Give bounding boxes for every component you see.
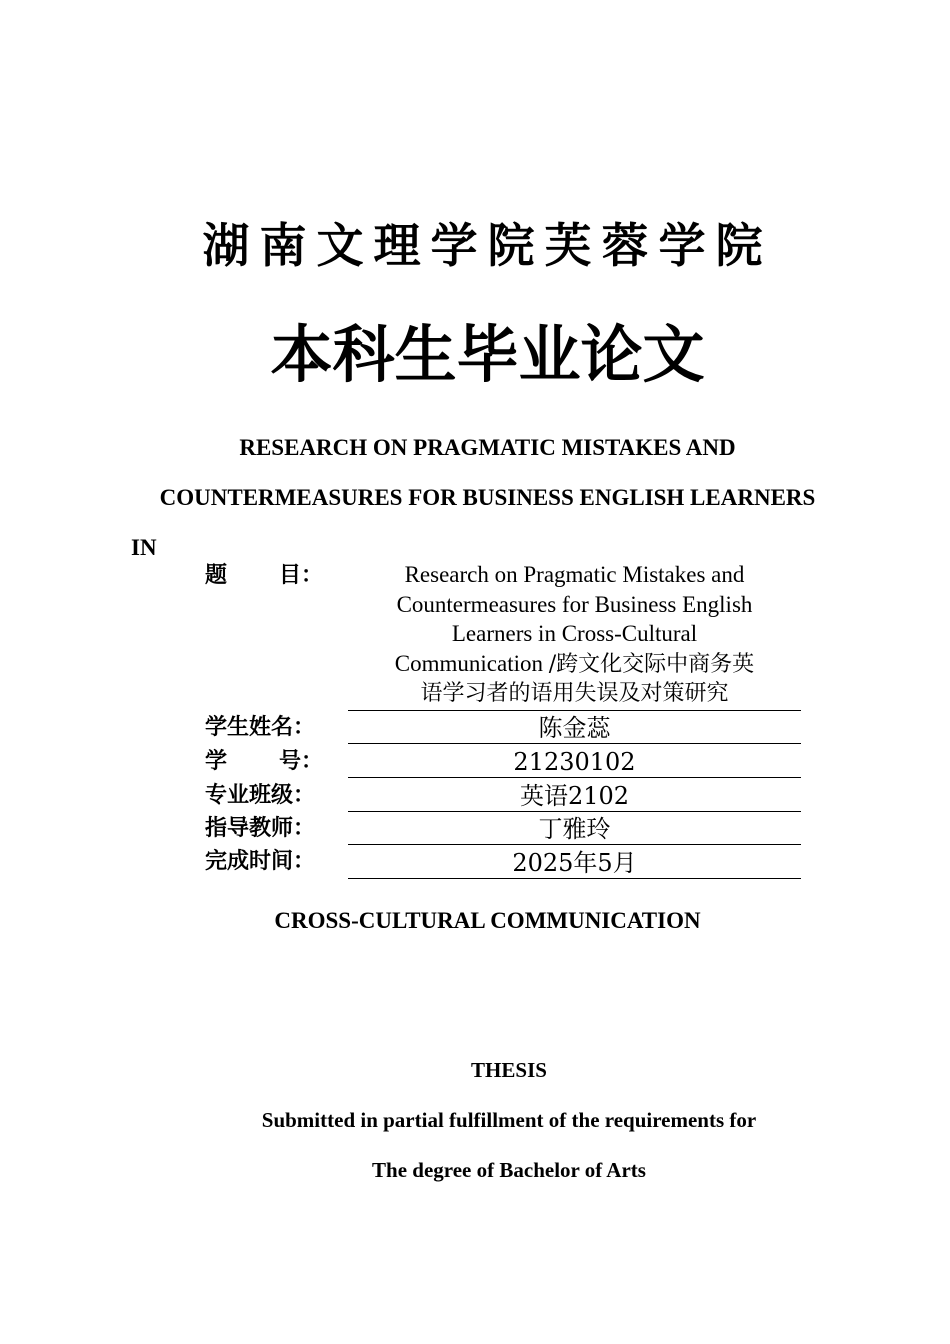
english-title-line-4: CROSS-CULTURAL COMMUNICATION <box>274 908 701 933</box>
title-value-en-1: Research on Pragmatic Mistakes and <box>404 562 745 587</box>
student-id-label-char-2: 号： <box>278 749 323 774</box>
student-id-value: 21230102 <box>513 748 636 776</box>
english-title-line-2: COUNTERMEASURES FOR BUSINESS ENGLISH LEARNERS <box>159 485 816 510</box>
title-value-line-4 <box>348 649 801 680</box>
title-value <box>348 560 801 709</box>
thesis-label: THESIS <box>471 1058 547 1082</box>
title-label <box>205 562 323 590</box>
submission-statement: Submitted in partial fulfillment of the requirements for <box>261 1108 757 1132</box>
english-title-line-3: IN <box>131 535 157 560</box>
advisor-label: 指导教师： <box>205 816 316 841</box>
student-id-label <box>205 748 323 776</box>
english-title-line-1: RESEARCH ON PRAGMATIC MISTAKES AND <box>239 435 736 460</box>
student-name-underline <box>348 743 801 744</box>
document-type-heading: 本科生毕业论文 <box>270 318 705 391</box>
title-value-en-2: Countermeasures for Business English <box>396 591 753 617</box>
completion-date-label: 完成时间： <box>205 849 316 874</box>
title-value-cn-2: 语学习者的语用失误及对策研究 <box>420 681 729 706</box>
class-label: 专业班级： <box>205 783 316 808</box>
student-name-value: 陈金蕊 <box>538 714 611 742</box>
title-underline <box>348 710 801 711</box>
advisor-value: 丁雅玲 <box>538 815 611 843</box>
student-id-label-char-1: 学 <box>205 749 228 774</box>
class-underline <box>348 811 801 812</box>
student-id-underline <box>348 777 801 778</box>
school-name: 湖南文理学院芙蓉学院 <box>202 219 773 274</box>
title-label-char-1: 题 <box>205 563 228 588</box>
completion-date-value: 2025年5月 <box>512 849 637 877</box>
advisor-underline <box>348 844 801 845</box>
title-value-en-4: Communication <box>394 650 544 676</box>
degree-statement: The degree of Bachelor of Arts <box>372 1158 646 1182</box>
title-value-en-3: Learners in Cross-Cultural <box>451 621 698 646</box>
title-value-cn-1: /跨文化交际中商务英 <box>548 651 755 677</box>
student-name-label: 学生姓名： <box>205 715 316 740</box>
completion-date-underline <box>348 878 801 879</box>
title-label-char-2: 目： <box>278 563 323 588</box>
class-value: 英语2102 <box>519 782 630 810</box>
